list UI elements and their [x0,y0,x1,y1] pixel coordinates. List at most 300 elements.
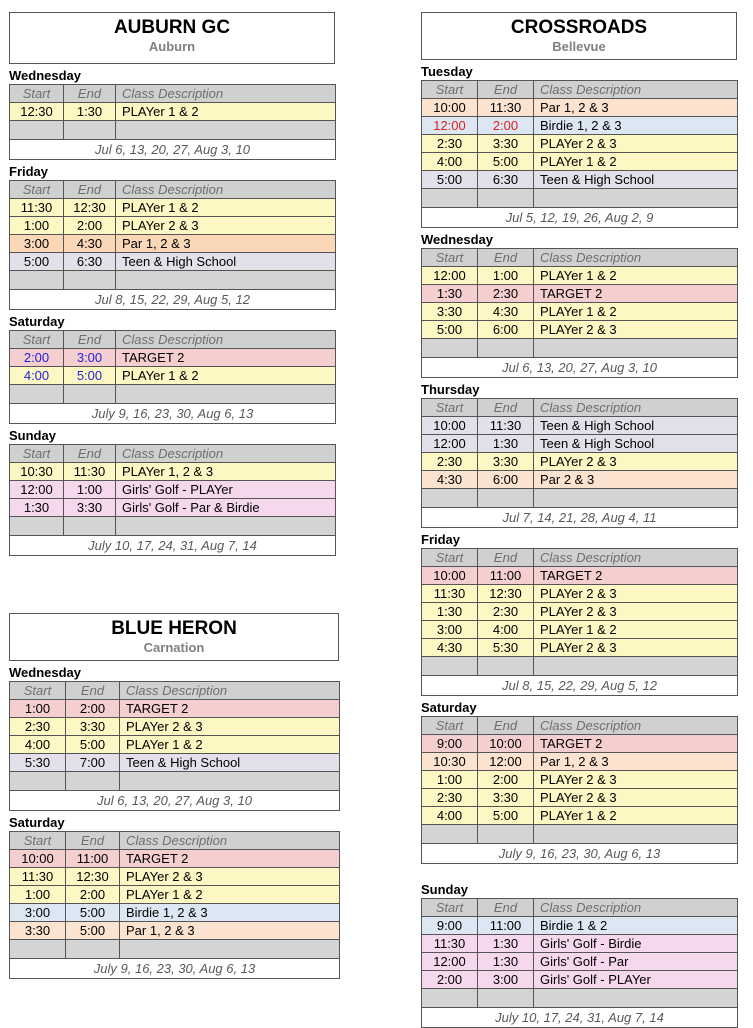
description-header: Class Description [534,899,738,917]
dates-row [10,290,336,310]
schedule-table [421,898,738,1028]
end-header: End [66,832,120,850]
start-time: 11:30 [10,868,66,886]
start-time: 12:00 [422,435,478,453]
start-time: 1:00 [10,217,64,235]
class-description: PLAYer 1 & 2 [534,621,738,639]
class-description: TARGET 2 [534,567,738,585]
class-description: Par 1, 2 & 3 [116,235,336,253]
crossroads-section [421,12,737,1028]
table-row [10,886,340,904]
class-description: PLAYer 1 & 2 [116,367,336,385]
blank-row [422,989,738,1008]
end-time: 2:00 [66,700,120,718]
table-row [422,603,738,621]
table-row [10,349,336,367]
day-sunday [421,882,737,1028]
class-description: PLAYer 1 & 2 [116,199,336,217]
day-saturday [421,700,737,864]
start-header: Start [422,399,478,417]
location-city: Carnation [143,640,205,655]
day-label: Saturday [421,700,477,715]
schedule-table [9,831,340,979]
dates-row [10,959,340,979]
class-description: TARGET 2 [534,735,738,753]
blank-row [422,489,738,508]
day-sunday [9,428,335,556]
session-dates: Jul 6, 13, 20, 27, Aug 3, 10 [422,358,738,378]
table-row [422,171,738,189]
dates-row [422,358,738,378]
dates-row [422,1008,738,1028]
start-header: Start [422,81,478,99]
start-time: 12:00 [422,953,478,971]
end-time: 12:00 [478,753,534,771]
start-time: 1:00 [10,886,66,904]
location-name: CROSSROADS [510,17,648,38]
end-time: 6:30 [478,171,534,189]
start-time: 1:30 [422,285,478,303]
start-time: 10:30 [10,463,64,481]
blank-row [10,385,336,404]
table-header-row [422,717,738,735]
class-description: Teen & High School [534,417,738,435]
end-time: 5:00 [66,904,120,922]
class-description: Girls' Golf - PLAYer [116,481,336,499]
end-time: 2:00 [478,117,534,135]
start-time: 12:00 [10,481,64,499]
end-time: 1:30 [478,435,534,453]
start-time: 5:00 [422,321,478,339]
schedule-table [9,180,336,310]
end-time: 11:30 [478,99,534,117]
table-row [10,463,336,481]
class-description: PLAYer 1 & 2 [116,103,336,121]
end-time: 11:30 [64,463,116,481]
class-description: Birdie 1 & 2 [534,917,738,935]
description-header: Class Description [534,399,738,417]
end-time: 1:00 [64,481,116,499]
table-row [10,253,336,271]
start-time: 2:30 [422,135,478,153]
schedule-table [9,444,336,556]
session-dates: Jul 6, 13, 20, 27, Aug 3, 10 [10,791,340,811]
day-label: Sunday [421,882,468,897]
end-time: 3:30 [478,453,534,471]
class-description: Girls' Golf - PLAYer [534,971,738,989]
table-row [10,736,340,754]
start-time: 2:00 [422,971,478,989]
start-header: Start [422,249,478,267]
table-row [422,639,738,657]
crossroads-header [421,12,737,60]
start-time: 2:30 [422,453,478,471]
table-row [10,904,340,922]
start-header: Start [10,85,64,103]
day-label: Wednesday [421,232,494,247]
blank-row [422,339,738,358]
start-time: 2:00 [10,349,64,367]
table-row [422,153,738,171]
blank-row [10,517,336,536]
class-description: PLAYer 1 & 2 [534,807,738,825]
dates-row [10,791,340,811]
class-description: PLAYer 2 & 3 [534,789,738,807]
table-header-row [422,549,738,567]
class-description: PLAYer 1 & 2 [120,736,340,754]
class-description: PLAYer 1 & 2 [120,886,340,904]
class-description: PLAYer 1 & 2 [534,153,738,171]
table-row [10,922,340,940]
table-row [422,453,738,471]
class-description: Girls' Golf - Par & Birdie [116,499,336,517]
start-time: 10:00 [422,567,478,585]
start-time: 1:30 [422,603,478,621]
session-dates: Jul 8, 15, 22, 29, Aug 5, 12 [10,290,336,310]
start-header: Start [10,682,66,700]
end-time: 10:00 [478,735,534,753]
class-description: PLAYer 2 & 3 [120,868,340,886]
session-dates: July 9, 16, 23, 30, Aug 6, 13 [10,404,336,424]
start-header: Start [422,717,478,735]
session-dates: July 10, 17, 24, 31, Aug 7, 14 [10,536,336,556]
day-label: Saturday [9,314,65,329]
start-header: Start [422,549,478,567]
table-row [422,117,738,135]
end-time: 2:00 [64,217,116,235]
start-time: 11:30 [10,199,64,217]
table-header-row [422,81,738,99]
end-time: 1:30 [478,935,534,953]
end-header: End [478,549,534,567]
start-time: 1:30 [10,499,64,517]
start-time: 1:00 [422,771,478,789]
start-time: 4:30 [422,471,478,489]
day-friday [421,532,737,696]
end-time: 11:00 [478,917,534,935]
class-description: Teen & High School [116,253,336,271]
end-time: 6:30 [64,253,116,271]
table-header-row [10,832,340,850]
dates-row [422,676,738,696]
class-description: PLAYer 2 & 3 [534,771,738,789]
day-tuesday [421,64,737,228]
start-time: 5:30 [10,754,66,772]
class-description: Teen & High School [534,435,738,453]
end-time: 3:30 [64,499,116,517]
start-time: 3:00 [422,621,478,639]
dates-row [422,844,738,864]
end-time: 11:00 [478,567,534,585]
description-header: Class Description [534,81,738,99]
start-time: 4:00 [422,807,478,825]
start-time: 3:00 [10,904,66,922]
end-time: 5:30 [478,639,534,657]
day-saturday [9,815,339,979]
end-time: 11:00 [66,850,120,868]
blank-row [422,825,738,844]
schedule-table [421,716,738,864]
end-header: End [478,899,534,917]
end-time: 3:30 [66,718,120,736]
class-description: Par 1, 2 & 3 [120,922,340,940]
class-description: PLAYer 2 & 3 [534,453,738,471]
table-row [422,135,738,153]
table-header-row [10,181,336,199]
day-wednesday [9,68,335,160]
class-description: PLAYer 2 & 3 [534,135,738,153]
class-description: Girls' Golf - Par [534,953,738,971]
end-time: 7:00 [66,754,120,772]
day-wednesday [421,232,737,378]
end-time: 12:30 [64,199,116,217]
start-time: 3:00 [10,235,64,253]
description-header: Class Description [116,445,336,463]
end-time: 2:00 [478,771,534,789]
table-row [422,267,738,285]
end-time: 3:30 [478,789,534,807]
description-header: Class Description [534,717,738,735]
location-city: Auburn [148,39,196,54]
end-time: 12:30 [478,585,534,603]
end-time: 1:30 [64,103,116,121]
table-row [422,753,738,771]
start-time: 4:00 [10,736,66,754]
class-description: TARGET 2 [116,349,336,367]
start-time: 12:30 [10,103,64,121]
description-header: Class Description [120,682,340,700]
blank-row [10,940,340,959]
table-row [10,700,340,718]
day-friday [9,164,335,310]
blank-row [422,189,738,208]
class-description: PLAYer 2 & 3 [120,718,340,736]
start-time: 11:30 [422,585,478,603]
day-label: Saturday [9,815,65,830]
schedule-table [9,84,336,160]
table-row [422,621,738,639]
table-row [422,417,738,435]
blank-row [10,271,336,290]
table-row [10,217,336,235]
table-row [422,285,738,303]
class-description: Girls' Golf - Birdie [534,935,738,953]
class-description: PLAYer 2 & 3 [534,585,738,603]
start-time: 4:00 [422,153,478,171]
table-row [422,807,738,825]
end-time: 4:00 [478,621,534,639]
start-time: 10:00 [422,99,478,117]
blank-row [422,657,738,676]
table-header-row [10,445,336,463]
table-row [10,499,336,517]
end-time: 2:30 [478,603,534,621]
class-description: PLAYer 1, 2 & 3 [116,463,336,481]
table-row [422,321,738,339]
class-description: Par 1, 2 & 3 [534,99,738,117]
table-row [10,103,336,121]
start-time: 12:00 [422,117,478,135]
table-row [10,754,340,772]
day-wednesday [9,665,339,811]
class-description: PLAYer 1 & 2 [534,303,738,321]
class-description: TARGET 2 [120,700,340,718]
description-header: Class Description [120,832,340,850]
table-row [422,435,738,453]
class-description: PLAYer 2 & 3 [534,321,738,339]
end-header: End [66,682,120,700]
start-header: Start [10,331,64,349]
table-row [10,235,336,253]
start-header: Start [10,832,66,850]
end-header: End [478,81,534,99]
end-time: 3:00 [478,971,534,989]
start-time: 10:00 [422,417,478,435]
day-label: Sunday [9,428,56,443]
class-description: PLAYer 1 & 2 [534,267,738,285]
class-description: Birdie 1, 2 & 3 [120,904,340,922]
schedule-table [421,548,738,696]
session-dates: Jul 7, 14, 21, 28, Aug 4, 11 [422,508,738,528]
table-row [422,771,738,789]
start-time: 4:00 [10,367,64,385]
table-header-row [422,899,738,917]
blueheron-section [9,613,339,979]
dates-row [10,536,336,556]
session-dates: July 10, 17, 24, 31, Aug 7, 14 [422,1008,738,1028]
start-time: 5:00 [10,253,64,271]
day-label: Wednesday [9,665,82,680]
start-time: 12:00 [422,267,478,285]
dates-row [10,140,336,160]
session-dates: Jul 8, 15, 22, 29, Aug 5, 12 [422,676,738,696]
end-time: 5:00 [64,367,116,385]
end-time: 6:00 [478,321,534,339]
table-row [10,718,340,736]
start-header: Start [422,899,478,917]
start-time: 4:30 [422,639,478,657]
day-label: Thursday [421,382,480,397]
end-time: 11:30 [478,417,534,435]
end-header: End [64,445,116,463]
table-header-row [10,85,336,103]
session-dates: July 9, 16, 23, 30, Aug 6, 13 [10,959,340,979]
session-dates: Jul 6, 13, 20, 27, Aug 3, 10 [10,140,336,160]
dates-row [422,508,738,528]
end-time: 3:30 [478,135,534,153]
table-row [422,303,738,321]
start-time: 10:30 [422,753,478,771]
start-time: 5:00 [422,171,478,189]
class-description: Teen & High School [120,754,340,772]
auburn-header [9,12,335,64]
end-header: End [64,181,116,199]
description-header: Class Description [116,331,336,349]
schedule-table [9,330,336,424]
class-description: TARGET 2 [120,850,340,868]
description-header: Class Description [116,85,336,103]
end-time: 4:30 [478,303,534,321]
session-dates: July 9, 16, 23, 30, Aug 6, 13 [422,844,738,864]
end-time: 3:00 [64,349,116,367]
end-header: End [64,85,116,103]
description-header: Class Description [534,249,738,267]
class-description: Birdie 1, 2 & 3 [534,117,738,135]
location-name: AUBURN GC [113,17,231,38]
blank-row [10,772,340,791]
end-time: 5:00 [478,807,534,825]
end-time: 4:30 [64,235,116,253]
end-time: 1:30 [478,953,534,971]
table-row [10,481,336,499]
start-time: 2:30 [422,789,478,807]
start-header: Start [10,445,64,463]
location-name: BLUE HERON [111,618,237,639]
schedule-table [421,248,738,378]
end-header: End [478,717,534,735]
schedule-table [9,681,340,811]
table-row [422,953,738,971]
table-header-row [422,399,738,417]
start-time: 9:00 [422,735,478,753]
table-row [10,367,336,385]
table-row [422,471,738,489]
start-time: 11:30 [422,935,478,953]
end-time: 12:30 [66,868,120,886]
table-row [422,735,738,753]
table-row [422,917,738,935]
class-description: Teen & High School [534,171,738,189]
start-time: 1:00 [10,700,66,718]
blueheron-header [9,613,339,661]
table-row [10,868,340,886]
table-row [422,971,738,989]
blank-row [10,121,336,140]
day-saturday [9,314,335,424]
schedule-table [421,80,738,228]
class-description: TARGET 2 [534,285,738,303]
class-description: Par 1, 2 & 3 [534,753,738,771]
table-row [10,199,336,217]
day-label: Friday [421,532,461,547]
table-row [422,789,738,807]
start-time: 3:30 [422,303,478,321]
day-thursday [421,382,737,528]
schedule-table [421,398,738,528]
table-header-row [10,682,340,700]
end-time: 5:00 [66,736,120,754]
start-time: 10:00 [10,850,66,868]
table-row [422,567,738,585]
end-time: 1:00 [478,267,534,285]
end-header: End [478,399,534,417]
table-row [422,99,738,117]
day-label: Tuesday [421,64,473,79]
location-city: Bellevue [552,39,606,54]
dates-row [10,404,336,424]
description-header: Class Description [116,181,336,199]
day-label: Wednesday [9,68,82,83]
end-time: 2:00 [66,886,120,904]
start-time: 2:30 [10,718,66,736]
auburn-section [9,12,335,556]
table-header-row [422,249,738,267]
start-time: 3:30 [10,922,66,940]
class-description: PLAYer 2 & 3 [534,639,738,657]
dates-row [422,208,738,228]
table-row [422,935,738,953]
end-header: End [478,249,534,267]
